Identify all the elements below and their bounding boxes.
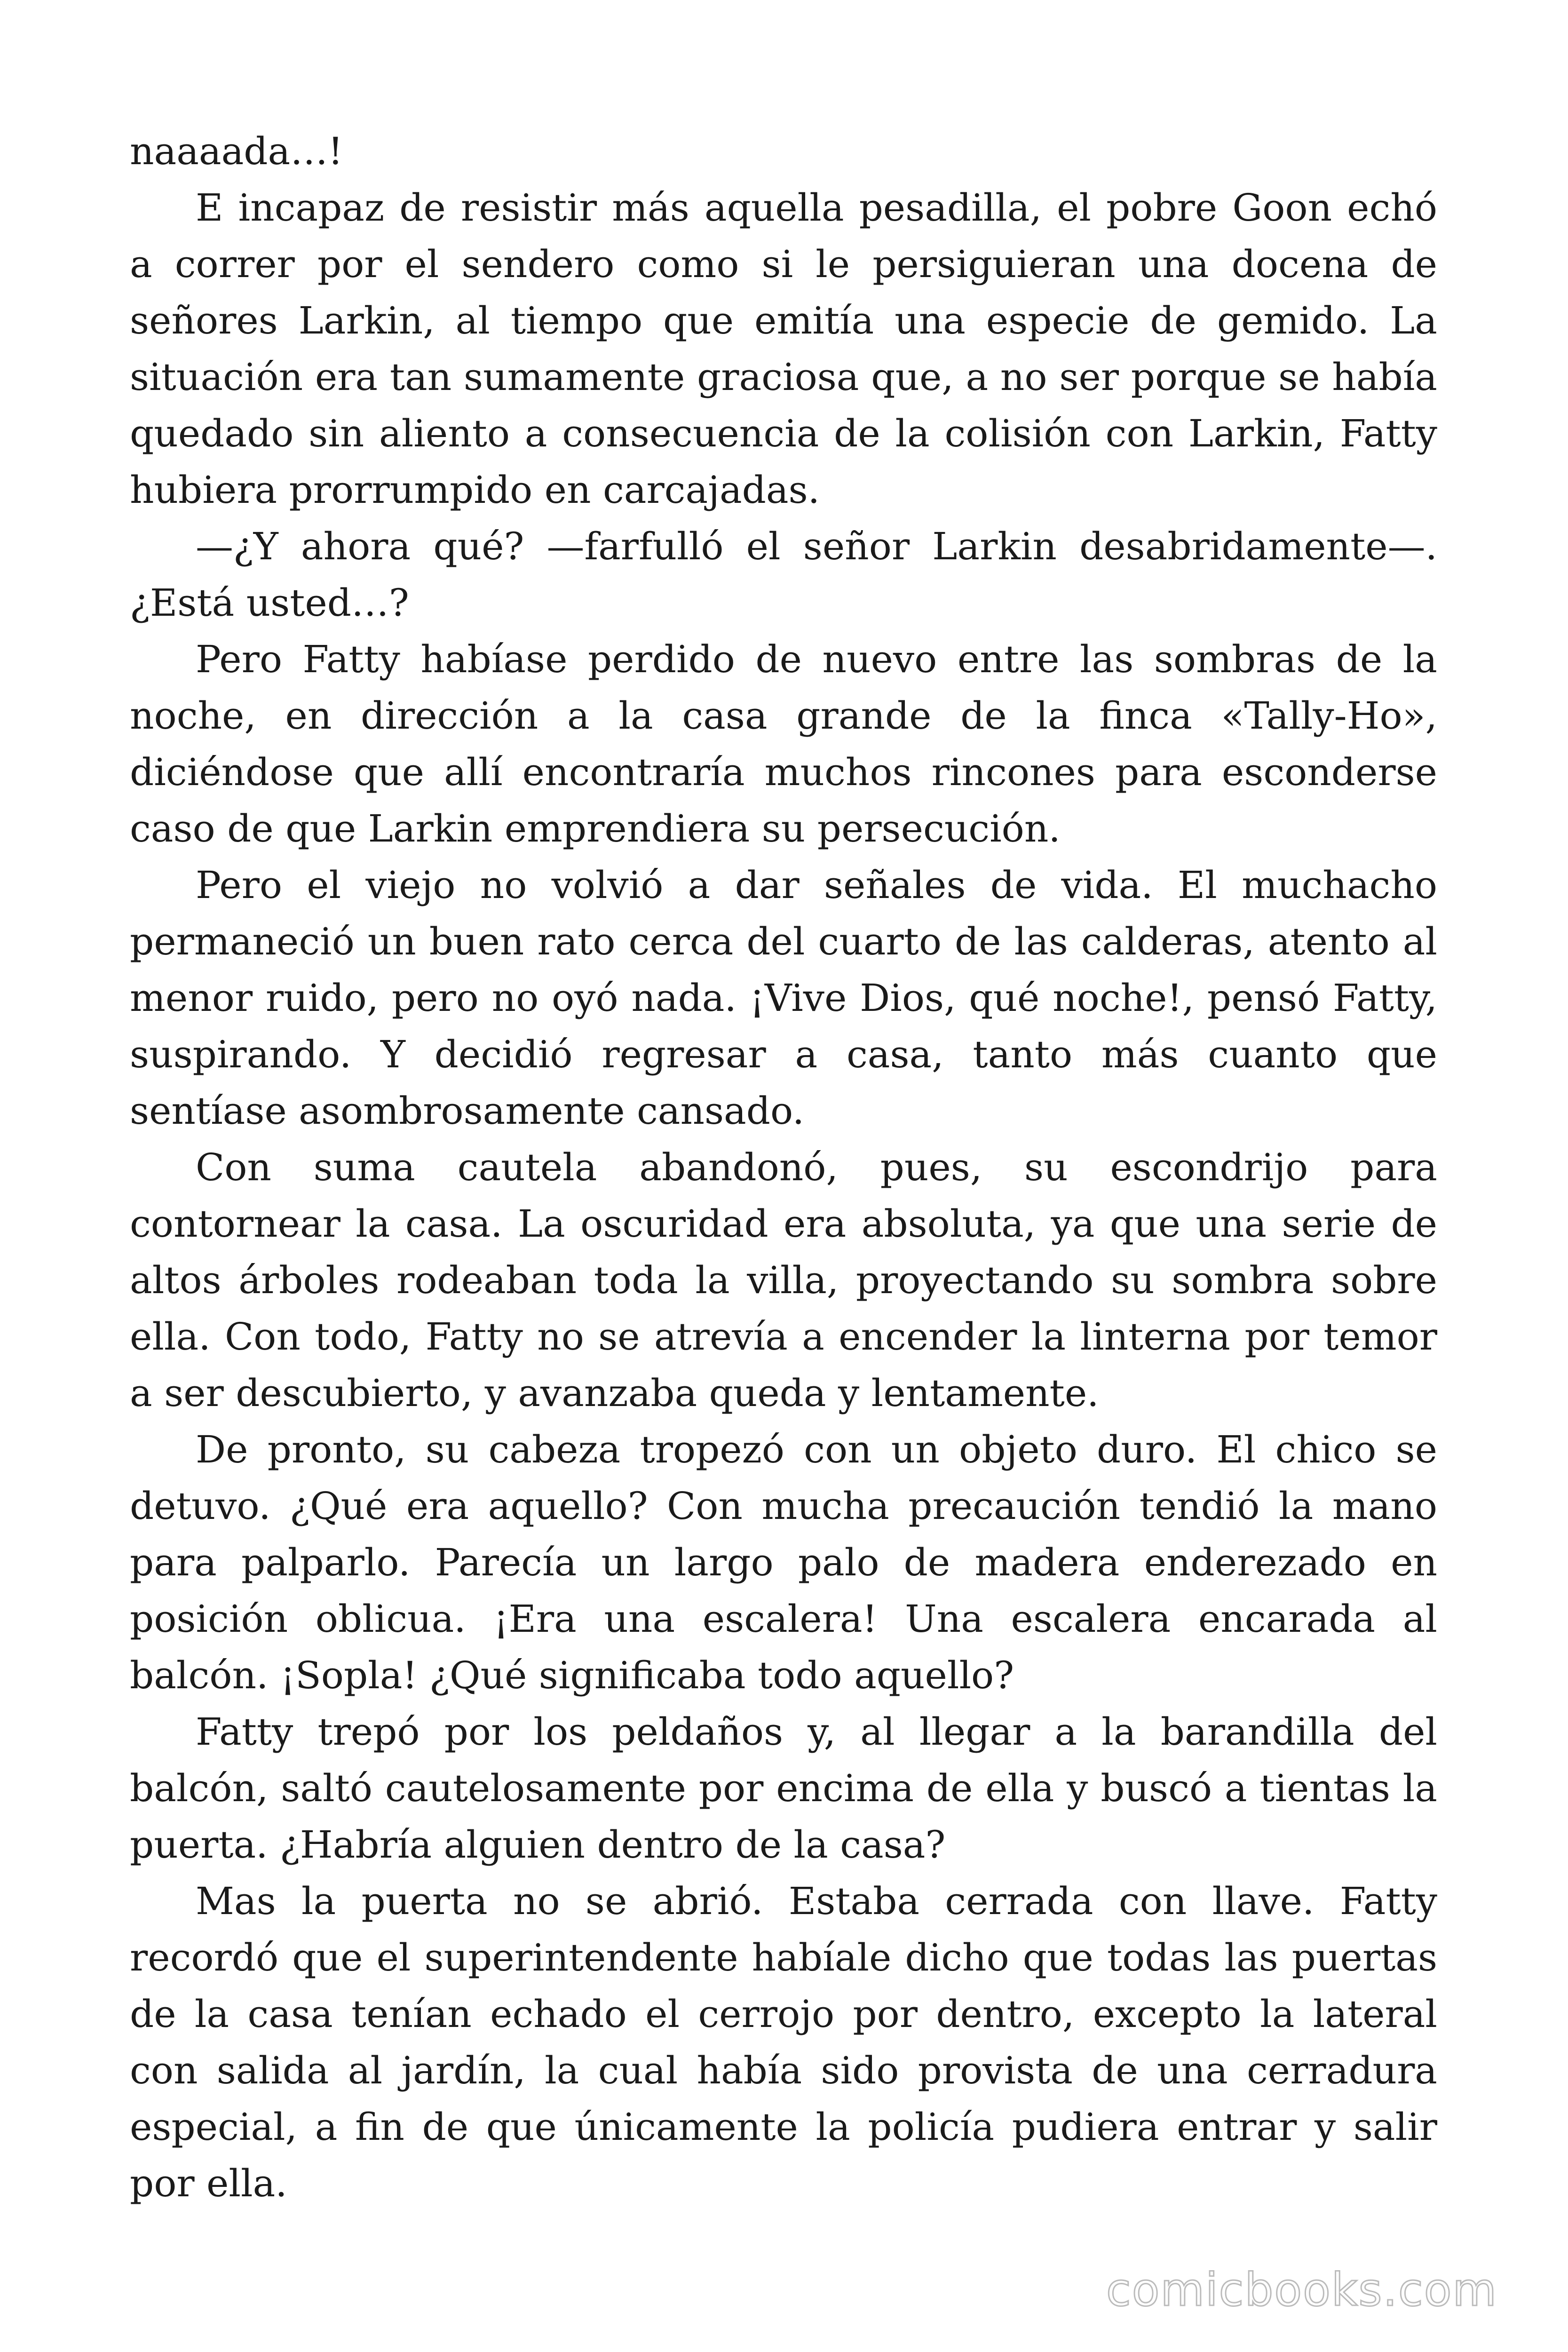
paragraph: Pero el viejo no volvió a dar señales de vida. El muchacho permaneció un buen rato cerca del cuarto de las calderas, atento al menor ruido, pero no oyó nada. ¡Vive Dios, qué noche!, pensó Fatty, suspirando. Y decidió regresar a casa, tanto más cuanto que sentíase asombrosamente cansado. — [130, 863, 1437, 1133]
paragraph: E incapaz de resistir más aquella pesadilla, el pobre Goon echó a correr por el sendero como si le persiguieran una docena de señores Larkin, al tiempo que emitía una especie de gemido. La situación era tan sumamente graciosa que, a no ser porque se había quedado sin aliento a consecuencia de la colisión con Larkin, Fatty hubiera prorrumpido en carcajadas. — [130, 186, 1437, 512]
paragraph: —¿Y ahora qué? —farfulló el señor Larkin desabridamente—. ¿Está usted…? — [130, 524, 1437, 625]
watermark: comicbooks.com — [1106, 2264, 1497, 2316]
paragraph: Con suma cautela abandonó, pues, su escondrijo para contornear la casa. La oscuridad era absoluta, ya que una serie de altos árboles rodeaban toda la villa, proyectando su sombra sobre ella. Con todo, Fatty no se atrevía a encender la linterna por temor a ser descubierto, y avanzaba queda y lentamente. — [130, 1145, 1437, 1415]
paragraph: Pero Fatty habíase perdido de nuevo entre las sombras de la noche, en dirección a la casa grande de la finca «Tally-Ho», diciéndose que allí encontraría muchos rincones para esconderse caso de que Larkin emprendiera su persecución. — [130, 637, 1437, 850]
paragraph: Mas la puerta no se abrió. Estaba cerrada con llave. Fatty recordó que el superintendente habíale dicho que todas las puertas de la casa tenían echado el cerrojo por dentro, excepto la lateral con salida al jardín, la cual había sido provista de una cerradura especial, a fin de que únicamente la policía pudiera entrar y salir por ella. — [130, 1879, 1437, 2205]
page-text — [130, 123, 1437, 2212]
paragraph: Fatty trepó por los peldaños y, al llegar a la barandilla del balcón, saltó cautelosamente por encima de ella y buscó a tientas la puerta. ¿Habría alguien dentro de la casa? — [130, 1710, 1437, 1867]
paragraph-continuation: naaaada…! — [130, 129, 343, 173]
paragraph: De pronto, su cabeza tropezó con un objeto duro. El chico se detuvo. ¿Qué era aquello? Con mucha precaución tendió la mano para palparlo. Parecía un largo palo de madera enderezado en posición oblicua. ¡Era una escalera! Una escalera encarada al balcón. ¡Sopla! ¿Qué significaba todo aquello? — [130, 1428, 1437, 1697]
